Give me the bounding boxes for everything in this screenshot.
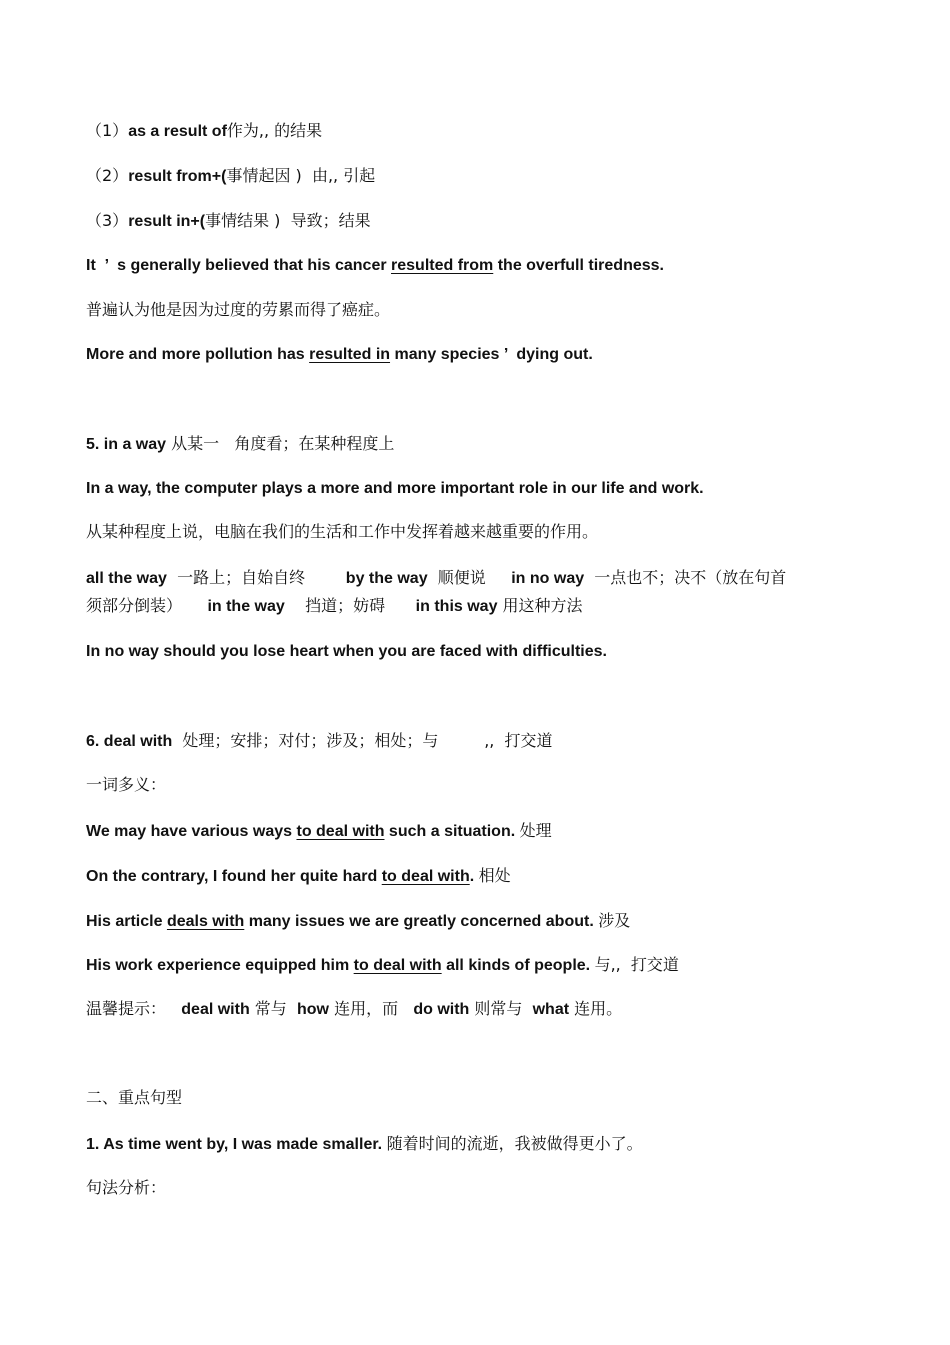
tip-label: 温馨提示：: [86, 999, 182, 1018]
item-term: as a result of: [128, 123, 227, 140]
sentence-text: We may have various ways: [86, 823, 297, 840]
item-number: （1）: [86, 121, 129, 140]
underlined-phrase: deals with: [166, 913, 245, 930]
phrase-meaning: 用这种方法: [497, 596, 583, 615]
item-result-from: [86, 165, 375, 188]
usage-tip: [86, 998, 622, 1021]
phrase-meaning: 一路上；自始自终: [166, 568, 346, 587]
tip-text: 连用。: [569, 999, 623, 1018]
syntax-analysis-label: 句法分析：: [86, 1178, 167, 1197]
sentence-translation: 随着时间的流逝，我被做得更小了。: [386, 1134, 643, 1153]
item-number: （2）: [86, 166, 129, 185]
way-phrases-line-2: [86, 595, 583, 618]
phrase-term: in the way: [207, 598, 285, 615]
sense-gloss: 涉及: [598, 911, 631, 930]
example-sentence-2: [86, 344, 593, 366]
sentence-text: many species ’ dying out.: [390, 346, 593, 363]
phrase-term: in this way: [415, 598, 498, 615]
sentence-text: the overfull tiredness.: [493, 257, 664, 274]
section-6-label: 一词多义：: [86, 775, 167, 794]
deal-with-example-3: [86, 910, 630, 933]
item-as-a-result-of: [86, 120, 322, 143]
tip-text: 连用，而: [328, 999, 414, 1018]
item-term: result from+(: [128, 168, 227, 185]
underlined-phrase: resulted from: [391, 257, 494, 274]
phrase-term: by the way: [345, 570, 428, 587]
example-translation-1: 普遍认为他是因为过度的劳累而得了癌症。: [86, 300, 391, 319]
sentence-text: such a situation.: [384, 823, 520, 840]
sentence-text: On the contrary, I found her quite hard: [86, 868, 382, 885]
underlined-phrase: to deal with: [353, 957, 442, 974]
section-number: 6. deal with: [86, 733, 173, 750]
sentence-text: 1. As time went by, I was made smaller.: [86, 1136, 387, 1153]
section-5-heading: [86, 433, 394, 456]
item-meaning: 作为,, 的结果: [226, 121, 323, 140]
underlined-phrase: resulted in: [309, 346, 391, 363]
phrase-term: in no way: [511, 570, 585, 587]
phrase-meaning: 须部分倒装）: [86, 596, 208, 615]
deal-with-example-2: [86, 865, 511, 888]
sentence-text: His work experience equipped him: [86, 957, 354, 974]
sentence-text: His article: [86, 913, 167, 930]
deal-with-example-1: [86, 820, 552, 843]
way-phrases-line-1: [86, 567, 786, 590]
sense-gloss: 处理: [519, 821, 552, 840]
underlined-phrase: to deal with: [296, 823, 385, 840]
item-meaning: 事情结果 ) 导致；结果: [205, 211, 371, 230]
sentence-text: .: [469, 868, 479, 885]
section-meaning: 从某一 角度看；在某种程度上: [166, 434, 395, 453]
tip-term: deal with: [181, 1001, 250, 1018]
phrase-term: all the way: [86, 570, 167, 587]
sentence-text: More and more pollution has: [86, 346, 310, 363]
item-number: （3）: [86, 211, 129, 230]
phrase-meaning: 挡道；妨碍: [284, 596, 416, 615]
sentence-text: all kinds of people.: [441, 957, 595, 974]
tip-text: 则常与: [469, 999, 533, 1018]
sense-gloss: 与,, 打交道: [594, 955, 679, 974]
item-result-in: [86, 210, 371, 233]
phrase-meaning: 顺便说: [427, 568, 512, 587]
example-sentence-1: [86, 255, 664, 277]
sense-gloss: 相处: [478, 866, 511, 885]
phrase-meaning: 一点也不；决不（放在句首: [584, 568, 787, 587]
tip-term: how: [296, 1001, 329, 1018]
item-term: result in+(: [128, 213, 206, 230]
section-5-example-2: In no way should you lose heart when you are faced with difficulties.: [86, 643, 607, 660]
item-meaning: 事情起因 ) 由,, 引起: [226, 166, 376, 185]
section-5-example: In a way, the computer plays a more and more important role in our life and work.: [86, 480, 704, 497]
pattern-sentence-1: [86, 1133, 643, 1156]
underlined-phrase: to deal with: [381, 868, 470, 885]
section-6-heading: [86, 730, 553, 753]
sentence-text: many issues we are greatly concerned about.: [244, 913, 599, 930]
section-2-heading: 二、重点句型: [86, 1088, 183, 1107]
sentence-text: It ’ s generally believed that his cancer: [86, 257, 392, 274]
tip-term: do with: [413, 1001, 470, 1018]
tip-term: what: [532, 1001, 570, 1018]
section-meaning: 处理；安排；对付；涉及；相处；与 ,, 打交道: [172, 731, 553, 750]
tip-text: 常与: [249, 999, 297, 1018]
deal-with-example-4: [86, 954, 679, 977]
section-5-translation: 从某种程度上说，电脑在我们的生活和工作中发挥着越来越重要的作用。: [86, 522, 599, 541]
section-number: 5. in a way: [86, 436, 167, 453]
